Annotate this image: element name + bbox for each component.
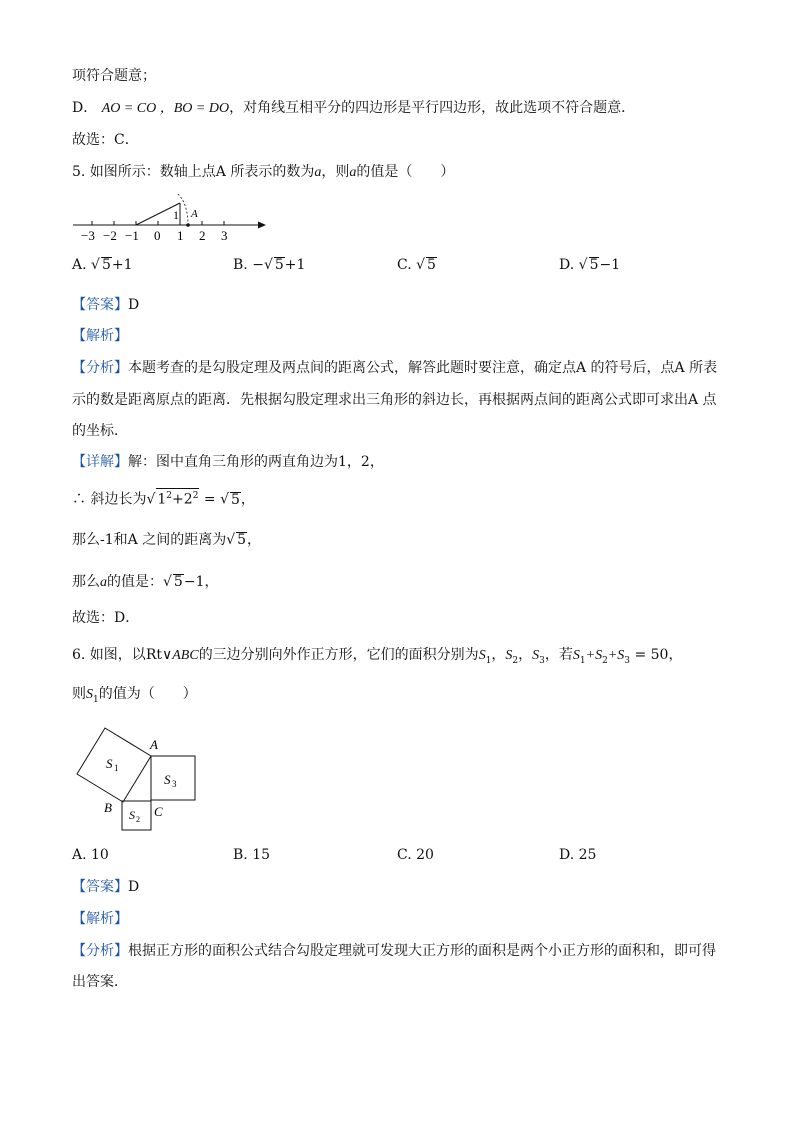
radicand: 5 [589, 257, 599, 273]
radicand: 5 [237, 532, 247, 548]
text-fragment: 的值是（ ） [356, 164, 455, 180]
math-text: Rt [145, 647, 162, 663]
tick-label: −3 [81, 228, 95, 243]
arrow-head [258, 222, 266, 229]
text-fragment: 出答案． [72, 974, 128, 990]
text-fragment: ，若 [544, 647, 573, 663]
option-d [559, 847, 596, 863]
tick-label: 3 [221, 228, 228, 243]
math-subscript: 3 [624, 655, 630, 666]
tick-label: −1 [125, 228, 139, 243]
radicand: 5 [173, 574, 183, 590]
s1-subscript: 1 [114, 763, 119, 773]
point-a [186, 223, 190, 227]
answer-value: D [128, 297, 140, 313]
radicand: 5 [101, 257, 111, 273]
number-line-figure [70, 190, 270, 244]
math-sign: − [252, 257, 264, 273]
question-5-stem [72, 162, 454, 183]
detail-line: 那么-1和A 之间的距离为√ 5， [72, 532, 262, 548]
text-fragment: 本题考查的是勾股定理及两点间的距离公式，解答此题时要注意，确定点A 的符号后，点A 所表 [128, 360, 718, 376]
text-fragment: ， [240, 491, 255, 508]
analysis-tag: 【解析】 [72, 328, 128, 344]
text-fragment: ，则 [321, 164, 350, 180]
text-fragment: ， [247, 532, 262, 548]
tick-label: 0 [154, 228, 161, 243]
analysis-heading [72, 326, 128, 346]
math-variable: +S [607, 648, 625, 663]
math-expression: ∨ABC [161, 648, 199, 663]
text-fragment: 的坐标． [72, 423, 128, 439]
text-line [72, 98, 635, 119]
text-fragment: 则 [72, 686, 86, 702]
option-c: C. √ 5 [397, 257, 436, 273]
tick-label: 2 [199, 228, 206, 243]
s3-subscript: 3 [172, 779, 177, 789]
text-fragment: 故选：C． [72, 132, 139, 148]
text-line [72, 130, 139, 150]
option-label: D. [559, 257, 575, 273]
squares-figure [72, 722, 202, 834]
analysis-heading [72, 909, 128, 929]
answer-tag: 【答案】 [72, 297, 128, 313]
text-fragment: ， [491, 647, 506, 663]
side-label: 1 [173, 208, 179, 222]
radicand: $1^2+2^2$ [156, 488, 199, 508]
tick-marks [92, 221, 224, 225]
math-exponent: 2 [166, 491, 173, 501]
text-fragment: −1， [183, 574, 219, 590]
math-subscript: 1 [579, 655, 586, 666]
text-fragment: ，对角线互相平分的四边形是平行四边形，故此选项不符合题意． [229, 100, 636, 116]
text-fragment: 的值是： [107, 574, 163, 590]
option-d: D. √ 5−1 [559, 257, 621, 273]
detail-line: 那么a的值是：√ 5−1， [72, 574, 219, 590]
s2-label: S [129, 808, 135, 822]
math-sign: = [199, 491, 221, 508]
s1-label: S [106, 756, 113, 771]
math-tail: −1 [599, 257, 621, 273]
math-tail: +1 [111, 257, 133, 273]
option-label: B. [233, 257, 248, 273]
option-b [233, 847, 270, 863]
math-subscript: 2 [512, 655, 519, 666]
text-line [72, 66, 156, 86]
text-fragment: ， [518, 647, 533, 663]
tick-label: 1 [177, 228, 184, 243]
text-fragment: 示的数是距离原点的距离．先根据勾股定理求出三角形的斜边长，再根据两点间的距离公式即可求出A 点 [72, 392, 717, 408]
point-a-label: A [191, 208, 198, 220]
option-label: C. [397, 257, 412, 273]
math-variable: a [314, 165, 322, 180]
radicand: 5 [230, 491, 240, 508]
math-variable: +S [585, 648, 603, 663]
option-text: B. 15 [233, 847, 271, 863]
vertex-a-label: A [150, 737, 158, 752]
vertex-b-label: B [104, 800, 112, 815]
option-text: C. 20 [397, 847, 434, 863]
math-subscript: 3 [539, 655, 545, 666]
analysis-tag: 【解析】 [72, 911, 128, 927]
radicand: 5 [274, 257, 284, 273]
s2-subscript: 2 [136, 815, 140, 824]
math-variable: a [349, 165, 357, 180]
radicand: 5 [427, 257, 436, 273]
math-number: 1 [157, 491, 167, 508]
option-label: D． [72, 100, 98, 116]
detail-line: ∴ 斜边长为√ $1^2+2^2$ = √ 5， [72, 488, 255, 510]
analysis-line [72, 390, 717, 410]
analysis-line [72, 358, 717, 378]
detail-tag: 【详解】 [72, 454, 128, 470]
math-exponent: 2 [192, 491, 199, 501]
square-s3 [151, 756, 195, 800]
analysis-line [72, 941, 716, 961]
text-fragment: 的三边分别向外作正方形，它们的面积分别为 [198, 647, 479, 663]
text-fragment: 故选：D． [72, 610, 140, 626]
text-fragment: ， [668, 647, 683, 663]
text-fragment: 项符合题意； [72, 68, 156, 84]
math-variable: a [100, 575, 107, 590]
analysis-line [72, 972, 128, 992]
text-fragment: 6. 如图，以 [72, 647, 146, 663]
answer-value: D [128, 879, 140, 895]
text-fragment: 那么 [72, 574, 100, 590]
math-variable: S [532, 648, 540, 663]
detail-line [72, 608, 139, 628]
analysis-sub-tag: 【分析】 [72, 360, 128, 376]
option-label: A. [72, 257, 87, 273]
math-number: 2 [183, 491, 193, 508]
math-variable: S [478, 648, 486, 663]
detail-line [72, 452, 384, 472]
option-text: A. 10 [72, 847, 109, 863]
analysis-sub-tag: 【分析】 [72, 943, 128, 959]
answer-line [72, 295, 139, 315]
tick-labels [81, 228, 228, 243]
text-fragment: 根据正方形的面积公式结合勾股定理就可发现大正方形的面积是两个小正方形的面积和，即可得 [128, 943, 716, 959]
answer-line [72, 877, 139, 897]
question-6-stem [72, 645, 682, 671]
text-fragment: 解：图中直角三角形的两直角边为1，2， [128, 454, 384, 470]
math-variable: S [572, 648, 580, 663]
question-6-stem-2 [72, 684, 197, 710]
option-a [72, 847, 109, 863]
option-b: B. −√ 5+1 [233, 257, 306, 273]
analysis-line [72, 421, 128, 441]
math-subscript: 1 [93, 694, 99, 705]
answer-tag: 【答案】 [72, 879, 128, 895]
math-variable: S [505, 648, 513, 663]
text-fragment: 5. 如图所示：数轴上点A 所表示的数为 [72, 164, 315, 180]
option-c [397, 847, 434, 863]
math-expression: AO = CO ，BO = DO [101, 101, 230, 116]
math-subscript: 2 [602, 655, 608, 666]
math-variable: S [86, 687, 93, 702]
math-expression: = 50 [630, 647, 669, 663]
text-fragment: 的值为（ ） [98, 686, 197, 702]
math-subscript: 1 [485, 655, 492, 666]
option-text: D. 25 [559, 847, 597, 863]
tick-label: −2 [103, 228, 117, 243]
text-fragment: ∴ 斜边长为 [72, 491, 147, 508]
math-tail: +1 [284, 257, 306, 273]
s3-label: S [164, 772, 171, 787]
option-a: A. √ 5+1 [72, 257, 133, 273]
text-fragment: 那么-1和A 之间的距离为 [72, 532, 227, 548]
vertex-c-label: C [154, 804, 163, 819]
